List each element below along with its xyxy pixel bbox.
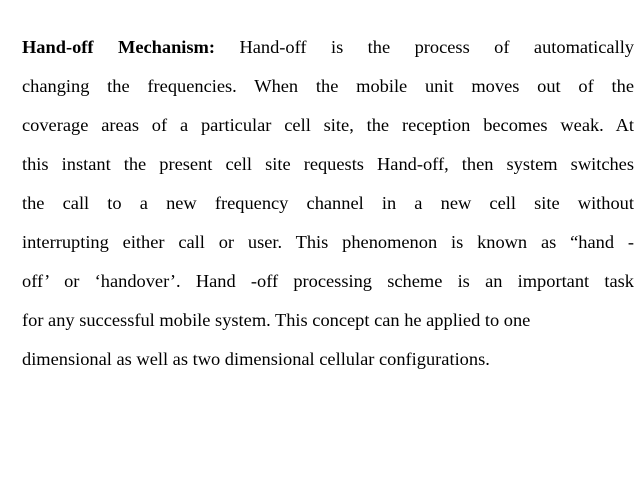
paragraph-line-6: interrupting either call or user. This phenomenon is known as “hand - xyxy=(22,232,634,252)
paragraph-line-5: the call to a new frequency channel in a new cell site without xyxy=(22,193,634,213)
handoff-paragraph xyxy=(22,28,634,379)
handoff-term: Hand-off Mechanism: xyxy=(22,37,216,57)
paragraph-line-7: off’ or ‘handover’. Hand -off processing scheme is an important task xyxy=(22,271,634,291)
paragraph-line-1 xyxy=(22,28,634,67)
paragraph-line-2: changing the frequencies. When the mobile unit moves out of the xyxy=(22,76,634,96)
paragraph-line-9: dimensional as well as two dimensional cellular configurations. xyxy=(22,349,490,369)
paragraph-line-4: this instant the present cell site requests Hand-off, then system switches xyxy=(22,154,634,174)
paragraph-line-1-text: Hand-off is the process of automatically xyxy=(215,37,635,57)
paragraph-line-8: for any successful mobile system. This concept can he applied to one xyxy=(22,310,531,330)
paragraph-line-3: coverage areas of a particular cell site, the reception becomes weak. At xyxy=(22,115,634,135)
